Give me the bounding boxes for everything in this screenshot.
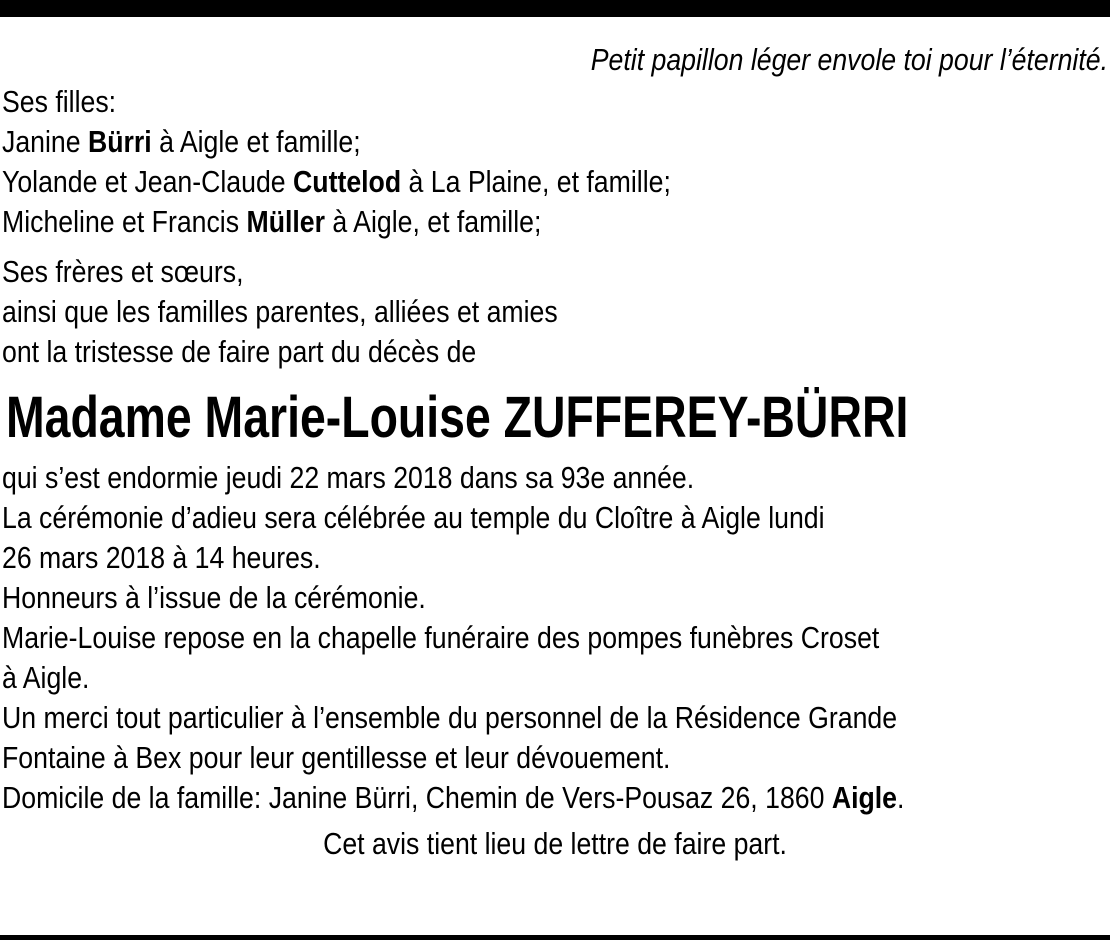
domicile-city: Aigle [831, 780, 898, 815]
thanks-line-1: Un merci tout particulier à l’ensemble du personnel de la Résidence Grande [2, 700, 898, 735]
top-rule [0, 0, 1110, 17]
rest-line-2: à Aigle. [2, 660, 90, 695]
obituary-notice [2, 40, 1108, 864]
siblings-line: Ses frères et sœurs, [2, 254, 244, 289]
passing-line: qui s’est endormie jeudi 22 mars 2018 dans sa 93e année. [2, 460, 695, 495]
ceremony-line-2: 26 mars 2018 à 14 heures. [2, 540, 321, 575]
closing-note: Cet avis tient lieu de lettre de faire part. [323, 826, 787, 861]
motto: Petit papillon léger envole toi pour l’éternité. [590, 42, 1108, 77]
domicile-end: . [897, 780, 905, 815]
domicile-address: Domicile de la famille: Janine Bürri, Chemin de Vers-Pousaz 26, 1860 [2, 780, 832, 815]
rest-line-1: Marie-Louise repose en la chapelle funéraire des pompes funèbres Croset [2, 620, 880, 655]
entry-suffix: à La Plaine, et famille; [401, 164, 671, 199]
entry-prefix: Yolande et Jean-Claude [2, 164, 294, 199]
entry-surname: Bürri [87, 124, 152, 159]
thanks-line-2: Fontaine à Bex pour leur gentillesse et leur dévouement. [2, 740, 671, 775]
entry-surname: Cuttelod [293, 164, 402, 199]
entry-suffix: à Aigle, et famille; [324, 204, 542, 239]
daughter-entry-2 [2, 162, 953, 202]
deceased-name: Madame Marie-Louise ZUFFEREY-BÜRRI [6, 385, 909, 450]
daughter-entry-3 [2, 202, 953, 242]
daughters-heading: Ses filles: [2, 84, 117, 119]
honours-line: Honneurs à l’issue de la cérémonie. [2, 580, 426, 615]
domicile-line [2, 778, 953, 818]
families-line: ainsi que les familles parentes, alliées et amies [2, 294, 558, 329]
entry-suffix: à Aigle et famille; [151, 124, 361, 159]
spacer [2, 242, 1108, 252]
bottom-rule [0, 935, 1110, 940]
entry-prefix: Micheline et Francis [2, 204, 247, 239]
announcement-line: ont la tristesse de faire part du décès de [2, 334, 477, 369]
entry-prefix: Janine [2, 124, 88, 159]
daughter-entry-1 [2, 122, 953, 162]
ceremony-line-1: La cérémonie d’adieu sera célébrée au temple du Cloître à Aigle lundi [2, 500, 825, 535]
entry-surname: Müller [246, 204, 325, 239]
